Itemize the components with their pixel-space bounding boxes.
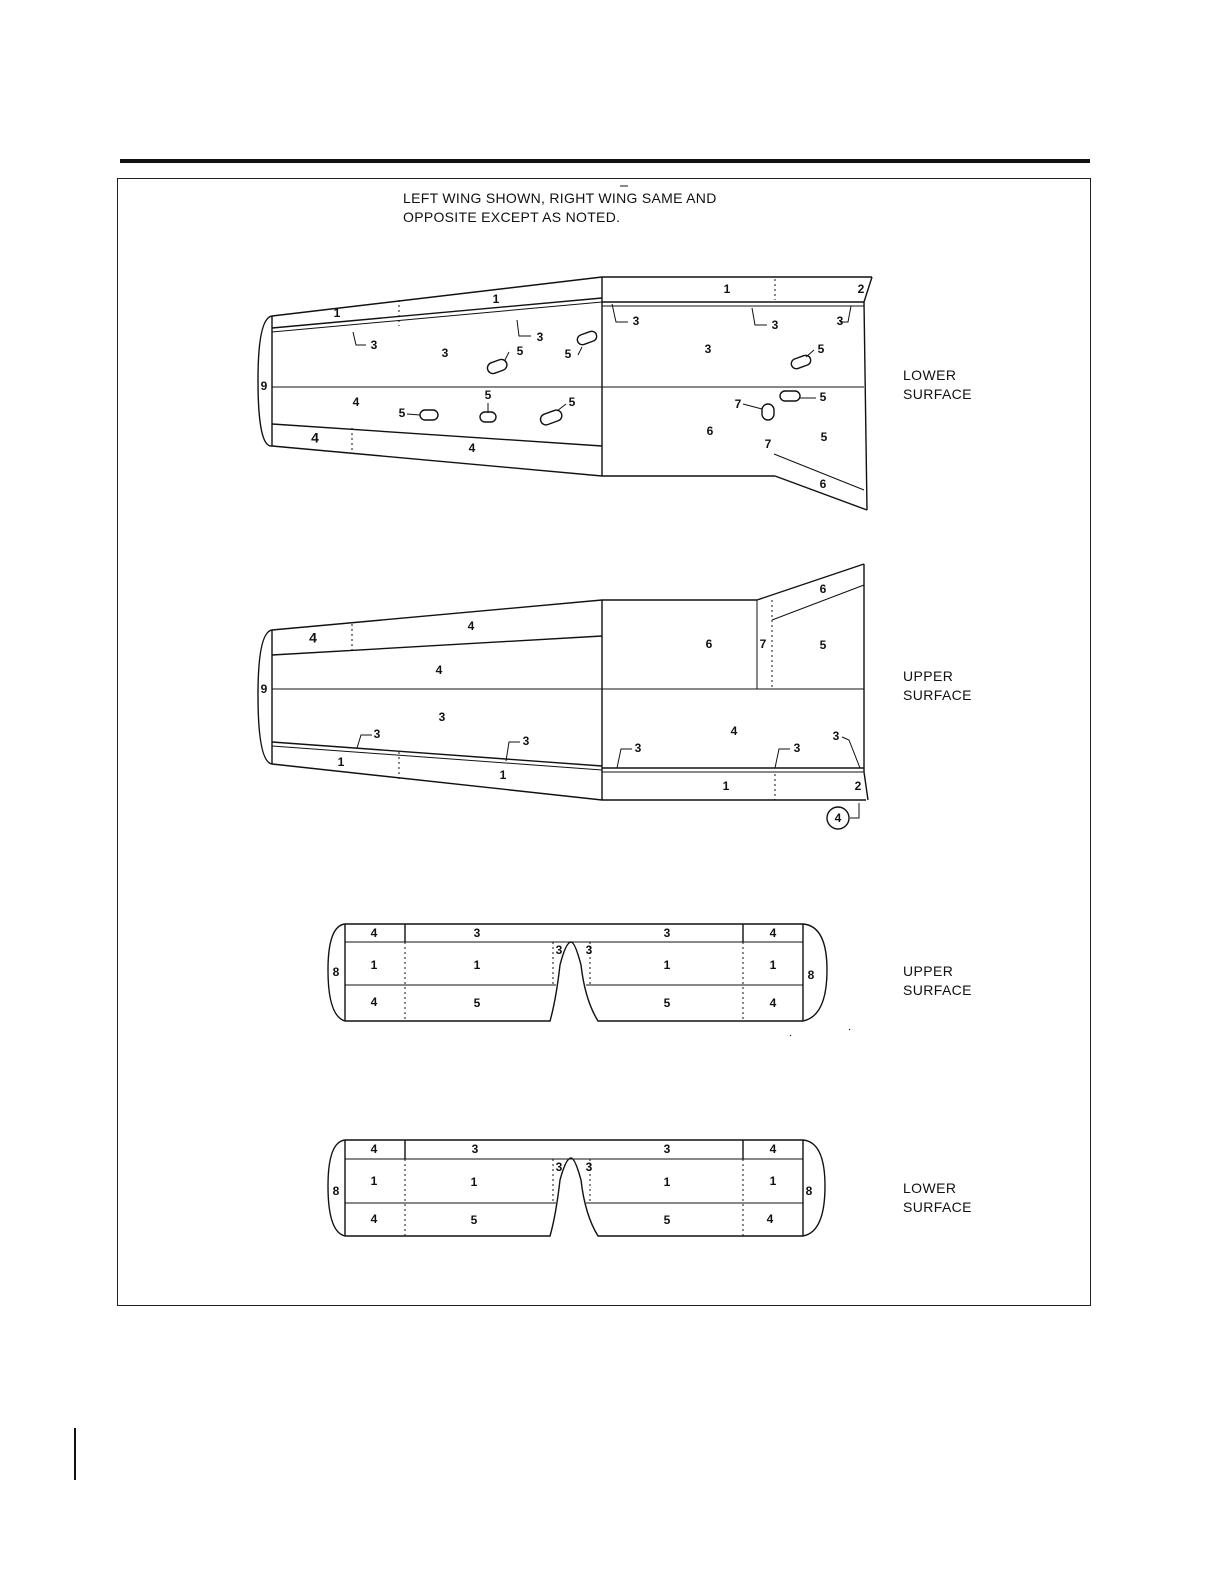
zone-label: 1 — [722, 779, 730, 794]
zone-label: 1 — [663, 958, 671, 973]
zone-label: 3 — [473, 926, 481, 941]
zone-label: 8 — [332, 1184, 340, 1199]
zone-label: 7 — [759, 637, 767, 652]
zone-label: 5 — [817, 342, 825, 357]
zone-label: 4 — [769, 926, 777, 941]
zone-label: 3 — [585, 943, 593, 958]
zone-label: 9 — [260, 682, 268, 697]
zone-label: 3 — [793, 741, 801, 756]
note-line-1: LEFT WING SHOWN, RIGHT WING SAME AND — [403, 190, 717, 206]
zone-label: 3 — [632, 314, 640, 329]
zone-label: 5 — [516, 344, 524, 359]
zone-label: 1 — [492, 292, 500, 307]
zone-label: 7 — [734, 397, 742, 412]
zone-label: 1 — [470, 1175, 478, 1190]
zone-label: 3 — [441, 346, 449, 361]
zone-label: 4 — [769, 1142, 777, 1157]
zone-label: 4 — [467, 619, 475, 634]
wing-lower-surface-drawing — [258, 277, 872, 510]
wing-upper-surface-label: UPPER SURFACE — [903, 668, 972, 703]
zone-label: 1 — [370, 958, 378, 973]
zone-label: 5 — [484, 388, 492, 403]
zone-label: 4 — [769, 996, 777, 1011]
zone-label: 3 — [704, 342, 712, 357]
zone-label: 4 — [370, 1212, 378, 1227]
stabilizer-upper-surface-label: UPPER SURFACE — [903, 963, 972, 998]
stabilizer-upper-surface-drawing — [328, 924, 850, 1036]
zone-label: 5 — [473, 996, 481, 1011]
zone-label: 4 — [435, 663, 443, 678]
zone-label: 5 — [820, 430, 828, 445]
zone-label: 3 — [836, 314, 844, 329]
zone-label: 2 — [857, 282, 865, 297]
zone-label: 4 — [352, 395, 360, 410]
zone-label: 1 — [769, 1174, 777, 1189]
zone-label: 5 — [819, 390, 827, 405]
zone-label: 1 — [769, 958, 777, 973]
zone-label: 3 — [663, 1142, 671, 1157]
zone-label: 5 — [568, 395, 576, 410]
note-line-2: OPPOSITE EXCEPT AS NOTED. — [403, 209, 621, 225]
zone-label: 3 — [663, 926, 671, 941]
zone-label: 4 — [309, 629, 317, 646]
zone-label: 5 — [470, 1213, 478, 1228]
zone-label: 5 — [398, 406, 406, 421]
wing-lower-surface-label: LOWER SURFACE — [903, 367, 972, 402]
zone-label: 4 — [311, 429, 319, 446]
zone-label: 3 — [522, 734, 530, 749]
zone-label: 5 — [663, 996, 671, 1011]
callout-number: 4 — [834, 811, 842, 826]
zone-label: 4 — [730, 724, 738, 739]
stabilizer-lower-surface-drawing — [328, 1140, 825, 1236]
zone-label: 6 — [819, 582, 827, 597]
zone-label: 3 — [832, 729, 840, 744]
zone-label: 4 — [370, 995, 378, 1010]
zone-label: 1 — [499, 768, 507, 783]
zone-label: 3 — [634, 741, 642, 756]
zone-label: 1 — [723, 282, 731, 297]
wing-upper-surface-drawing — [258, 564, 868, 829]
zone-label: 3 — [438, 710, 446, 725]
zone-label: 4 — [370, 1142, 378, 1157]
zone-label: 3 — [536, 330, 544, 345]
zone-label: 4 — [468, 441, 476, 456]
zone-label: 6 — [819, 477, 827, 492]
zone-label: 5 — [663, 1213, 671, 1228]
zone-label: 4 — [370, 926, 378, 941]
zone-label: 1 — [370, 1174, 378, 1189]
zone-label: 1 — [333, 306, 341, 321]
zone-label: 3 — [555, 1160, 563, 1175]
zone-label: 5 — [819, 638, 827, 653]
zone-label: 3 — [370, 338, 378, 353]
zone-label: 7 — [764, 437, 772, 452]
zone-label: 2 — [854, 779, 862, 794]
zone-label: 3 — [555, 943, 563, 958]
zone-label: 1 — [473, 958, 481, 973]
zone-label: 4 — [766, 1212, 774, 1227]
zone-label: 8 — [807, 968, 815, 983]
zone-label: 3 — [373, 727, 381, 742]
zone-label: 6 — [705, 637, 713, 652]
zone-label: 3 — [771, 318, 779, 333]
zone-label: 6 — [706, 424, 714, 439]
zone-label: 9 — [260, 379, 268, 394]
zone-label: 8 — [805, 1184, 813, 1199]
zone-label: 1 — [337, 755, 345, 770]
zone-label: 5 — [564, 347, 572, 362]
zone-label: 3 — [585, 1160, 593, 1175]
zone-label: 8 — [332, 965, 340, 980]
stabilizer-lower-surface-label: LOWER SURFACE — [903, 1180, 972, 1215]
zone-label: 3 — [471, 1142, 479, 1157]
zone-label: 1 — [663, 1175, 671, 1190]
